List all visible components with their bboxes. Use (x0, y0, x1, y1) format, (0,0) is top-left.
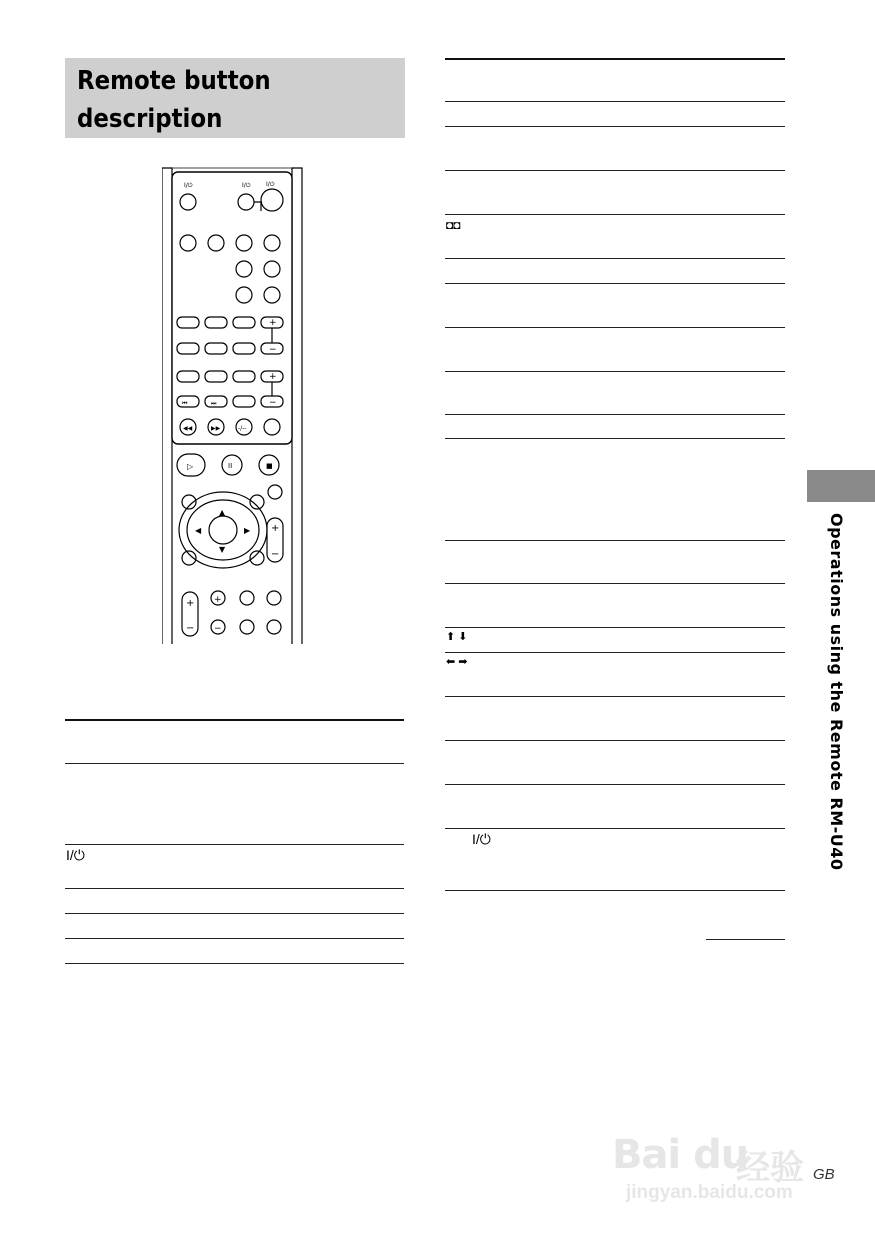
table-rule (445, 414, 785, 415)
left-right-arrows: ⬅ ➡ (446, 656, 468, 668)
svg-text:▶: ▶ (244, 526, 251, 535)
svg-text:II: II (228, 462, 233, 470)
table-rule (445, 126, 785, 127)
svg-text:−: − (214, 624, 222, 634)
svg-text:▼: ▼ (219, 545, 226, 554)
power-symbol: I/⏻ (472, 831, 491, 847)
table-rule (65, 963, 404, 964)
table-rule (445, 327, 785, 328)
table-rule (445, 740, 785, 741)
svg-text:▶▶: ▶▶ (211, 425, 221, 432)
section-heading (65, 58, 405, 138)
side-label-text: Operations using the Remote RM-U40 (827, 513, 846, 871)
svg-text:+: + (271, 523, 280, 534)
table-rule (65, 938, 404, 939)
svg-text:◀: ◀ (195, 526, 202, 535)
svg-text:−: − (271, 549, 280, 560)
table-rule (445, 438, 785, 439)
table-rule (65, 719, 404, 721)
section-tab-marker (807, 470, 875, 502)
table-rule (445, 627, 785, 628)
table-rule (65, 844, 404, 845)
watermark-logo: Bai du 经验 jingyan.baidu.com (612, 1132, 804, 1203)
table-rule (65, 913, 404, 914)
table-rule (65, 888, 404, 889)
svg-text:-/--: -/-- (238, 425, 247, 432)
table-rule (445, 214, 785, 215)
svg-text:+: + (186, 598, 195, 609)
svg-text:▷: ▷ (187, 462, 194, 471)
power-symbol: I/⏻ (66, 847, 85, 863)
table-rule (445, 696, 785, 697)
table-rule (445, 583, 785, 584)
table-rule (445, 101, 785, 102)
svg-text:⏮: ⏮ (182, 400, 188, 407)
svg-text:I/⏻: I/⏻ (242, 182, 251, 189)
table-rule (445, 371, 785, 372)
table-rule (445, 828, 785, 829)
svg-text:⏭: ⏭ (211, 400, 217, 407)
table-rule (445, 784, 785, 785)
svg-text:+: + (214, 595, 222, 605)
page-language-label: GB (813, 1166, 835, 1183)
svg-text:I/⏻: I/⏻ (266, 181, 275, 188)
title-line-2: description (77, 104, 223, 134)
table-rule (445, 890, 785, 891)
section-side-label (826, 513, 846, 871)
table-rule (445, 540, 785, 541)
remote-illustration (162, 166, 304, 646)
table-rule (445, 283, 785, 284)
svg-text:▲: ▲ (219, 508, 226, 517)
svg-text:■: ■ (266, 462, 273, 470)
page-title (77, 62, 359, 138)
table-rule (65, 763, 404, 764)
dolby-symbol: ◘◘ (446, 218, 461, 232)
table-rule (445, 258, 785, 259)
continued-rule (706, 939, 785, 940)
svg-text:−: − (269, 345, 277, 355)
svg-text:◀◀: ◀◀ (183, 425, 193, 432)
svg-text:I/⏻: I/⏻ (184, 182, 193, 189)
title-line-1: Remote button (77, 66, 271, 96)
table-rule (445, 652, 785, 653)
svg-text:−: − (269, 398, 277, 408)
table-rule (445, 170, 785, 171)
svg-text:+: + (269, 318, 277, 328)
svg-text:+: + (269, 372, 277, 382)
svg-text:−: − (186, 623, 195, 634)
table-rule (445, 58, 785, 60)
up-down-arrows: ⬆ ⬇ (446, 631, 468, 643)
